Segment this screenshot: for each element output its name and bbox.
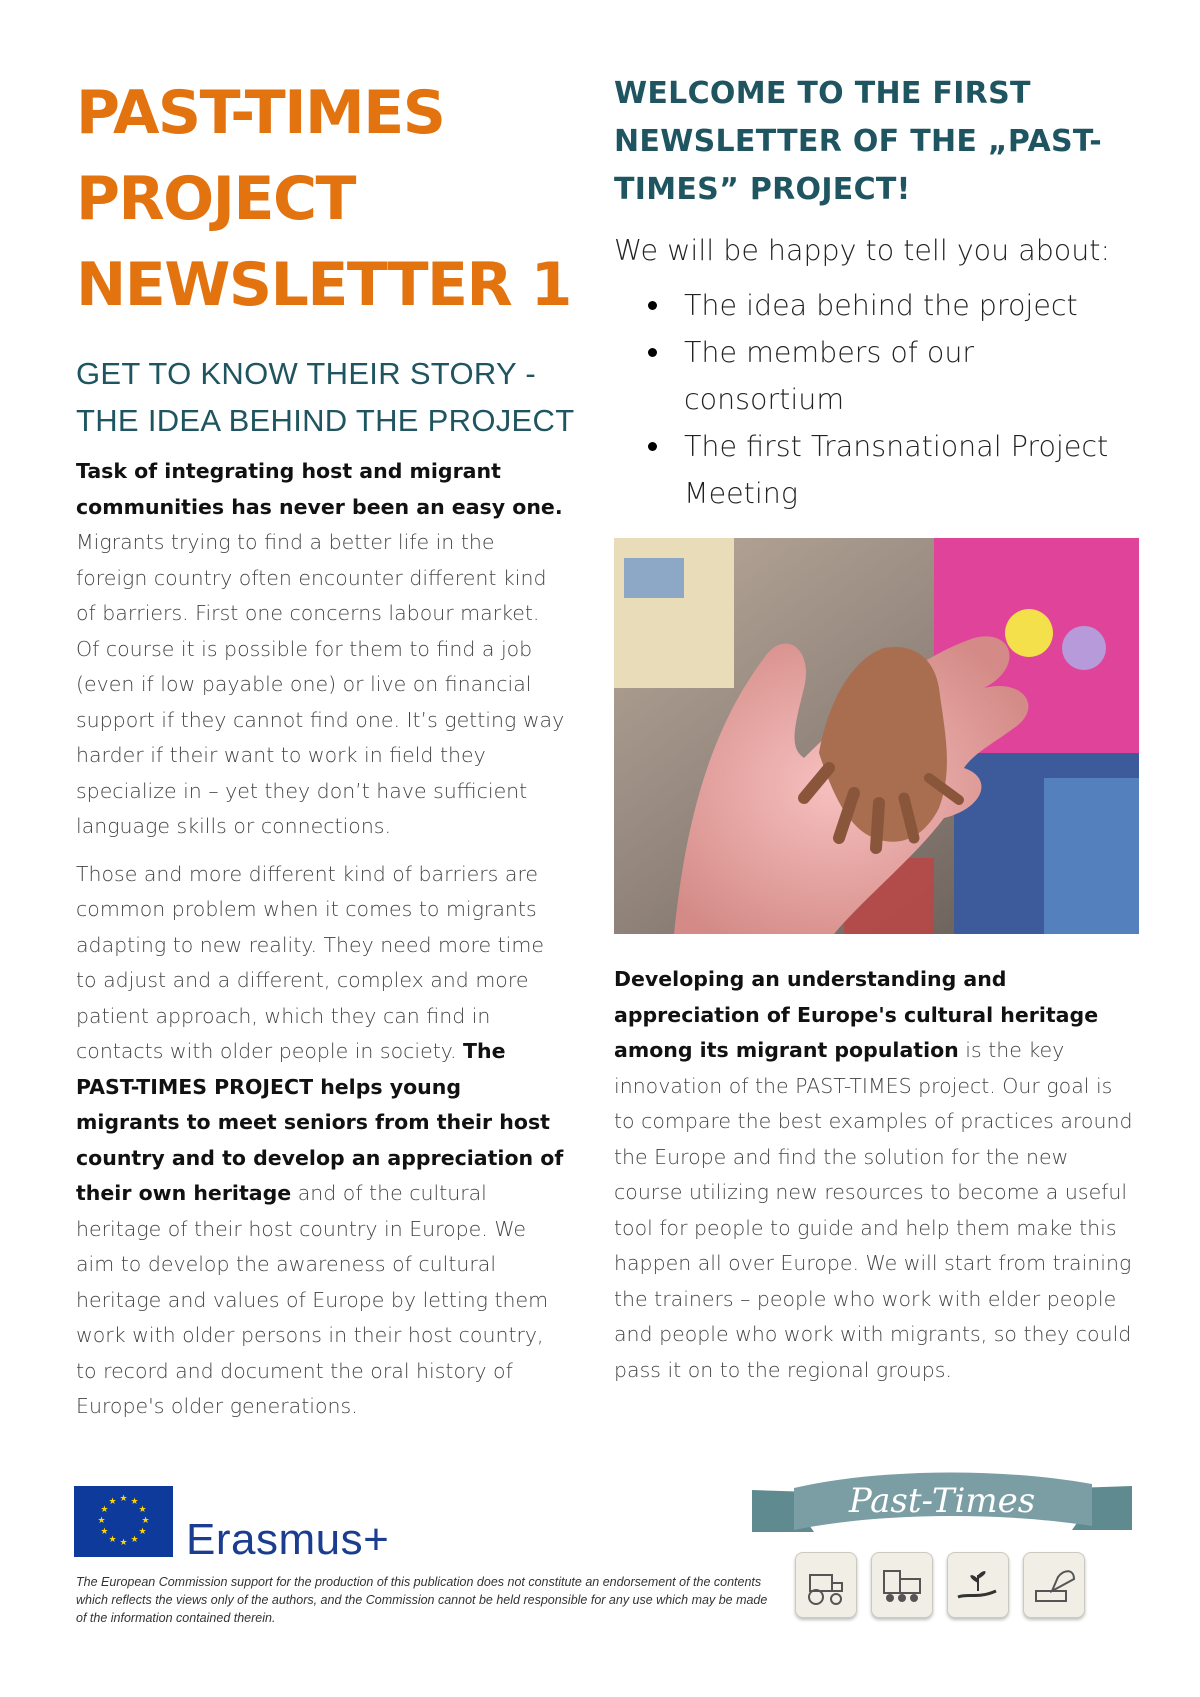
list-item-text: The first Transnational Project Meeting (684, 430, 1109, 510)
tractor-icon (795, 1552, 857, 1618)
list-item (648, 423, 1139, 517)
bullet-icon (648, 442, 657, 451)
left-paragraph-1 (76, 454, 566, 845)
right-paragraph (614, 962, 1139, 1388)
gramophone-icon (1023, 1552, 1085, 1618)
right-paragraph-bold: Developing an understanding and appreciation of Europe's cultural heritage among its migrant population (614, 967, 1099, 1062)
bullet-icon (648, 348, 657, 357)
erasmus-label: Erasmus+ (186, 1515, 390, 1564)
list-item (648, 329, 1139, 423)
eu-star-icon: ★ (100, 1527, 109, 1537)
eu-star-icon: ★ (138, 1527, 147, 1537)
newsletter-title (76, 70, 571, 328)
welcome-heading (614, 70, 1139, 214)
eu-star-icon: ★ (108, 1535, 117, 1546)
right-column (614, 70, 1139, 517)
left-paragraph-2-bold: The PAST-TIMES PROJECT helps young migrants to meet seniors from their host country and to develop an appreciation of their own heritage (76, 1039, 564, 1205)
topics-list (614, 282, 1139, 517)
tractor-glyph (796, 1553, 856, 1617)
left-column (76, 70, 575, 1437)
erasmus-logo (74, 1486, 390, 1564)
eu-star-icon: ★ (130, 1496, 139, 1507)
title-line: NEWSLETTER 1 (76, 250, 571, 320)
hand-plant-icon (947, 1552, 1009, 1618)
eu-flag-icon (74, 1486, 173, 1557)
gramophone-glyph (1024, 1553, 1084, 1617)
title-line: PROJECT (76, 164, 355, 234)
banner-ribbon (752, 1460, 1132, 1555)
banner-title: Past-Times (848, 1481, 1036, 1521)
list-item-text: The idea behind the project (684, 289, 1078, 322)
section-heading (76, 350, 575, 444)
train-icon (871, 1552, 933, 1618)
eu-star-icon: ★ (119, 1494, 128, 1504)
welcome-line: NEWSLETTER OF THE „PAST- (614, 124, 1102, 159)
left-paragraph-2 (76, 857, 566, 1425)
eu-star-icon: ★ (141, 1516, 150, 1526)
left-paragraph-1-bold: Task of integrating host and migrant communities has never been an easy one. (76, 459, 563, 519)
eu-star-icon: ★ (138, 1505, 147, 1515)
left-paragraph-2-text-1: Those and more different kind of barriers are common problem when it comes to migrants adapting to new reality. They need more time to adjust and a different, complex and more patient approach, which they can find in contacts with older people in society. (76, 861, 544, 1063)
list-item (648, 282, 1139, 329)
eu-star-icon: ★ (119, 1538, 128, 1548)
hand-plant-glyph (948, 1553, 1008, 1617)
right-text-block (614, 962, 1139, 1400)
section-heading-line: THE IDEA BEHIND THE PROJECT (76, 403, 575, 438)
list-item-text: The members of our consortium (684, 336, 975, 416)
hands-illustration (614, 538, 1139, 934)
eu-star-icon: ★ (108, 1496, 117, 1507)
hands-photo (614, 538, 1139, 934)
section-heading-line: GET TO KNOW THEIR STORY - (76, 356, 536, 391)
disclaimer-text: The European Commission support for the production of this publication does not constitute an endorsement of the contents which reflects the views only of the authors, and the Commission cannot be held responsible for any use which may be made of the information contained therein. (76, 1575, 768, 1625)
left-paragraph-2-text-2: and of the cultural heritage of their host country in Europe. We aim to develop the awareness of cultural heritage and values of Europe by letting them work with older persons in their host country, to record and document the oral history of Europe's older generations. (76, 1181, 549, 1418)
eu-star-icon: ★ (130, 1535, 139, 1546)
right-paragraph-text: is the key innovation of the PAST-TIMES project. Our goal is to compare the best examples of practices around the Europe and find the solution for the new course utilizing new resources to become a useful tool for people to guide and help them make this happen all over Europe. We will start from training the trainers – people who work with elder people and people who work with migrants, so they could pass it on to the regional groups. (614, 1038, 1133, 1382)
bullet-icon (648, 301, 657, 310)
intro-text: We will be happy to tell you about: (614, 234, 1111, 267)
train-glyph (872, 1553, 932, 1617)
left-paragraph-1-text: Migrants trying to find a better life in the foreign country often encounter different kind of barriers. First one concerns labour market. Of course it is possible for them to find a job (even if low payable one) or live on financial support if they cannot find one. It’s getting way harder if their want to work in field they specialize in – yet they don’t have sufficient language skills or connections. (76, 530, 565, 838)
welcome-line: TIMES” PROJECT! (614, 172, 911, 207)
past-times-icons (795, 1552, 1085, 1624)
eu-star-icon: ★ (100, 1505, 109, 1515)
title-line: PAST-TIMES (76, 78, 445, 148)
welcome-line: WELCOME TO THE FIRST (614, 76, 1031, 111)
eu-star-icon: ★ (97, 1516, 106, 1526)
past-times-banner (752, 1460, 1132, 1555)
